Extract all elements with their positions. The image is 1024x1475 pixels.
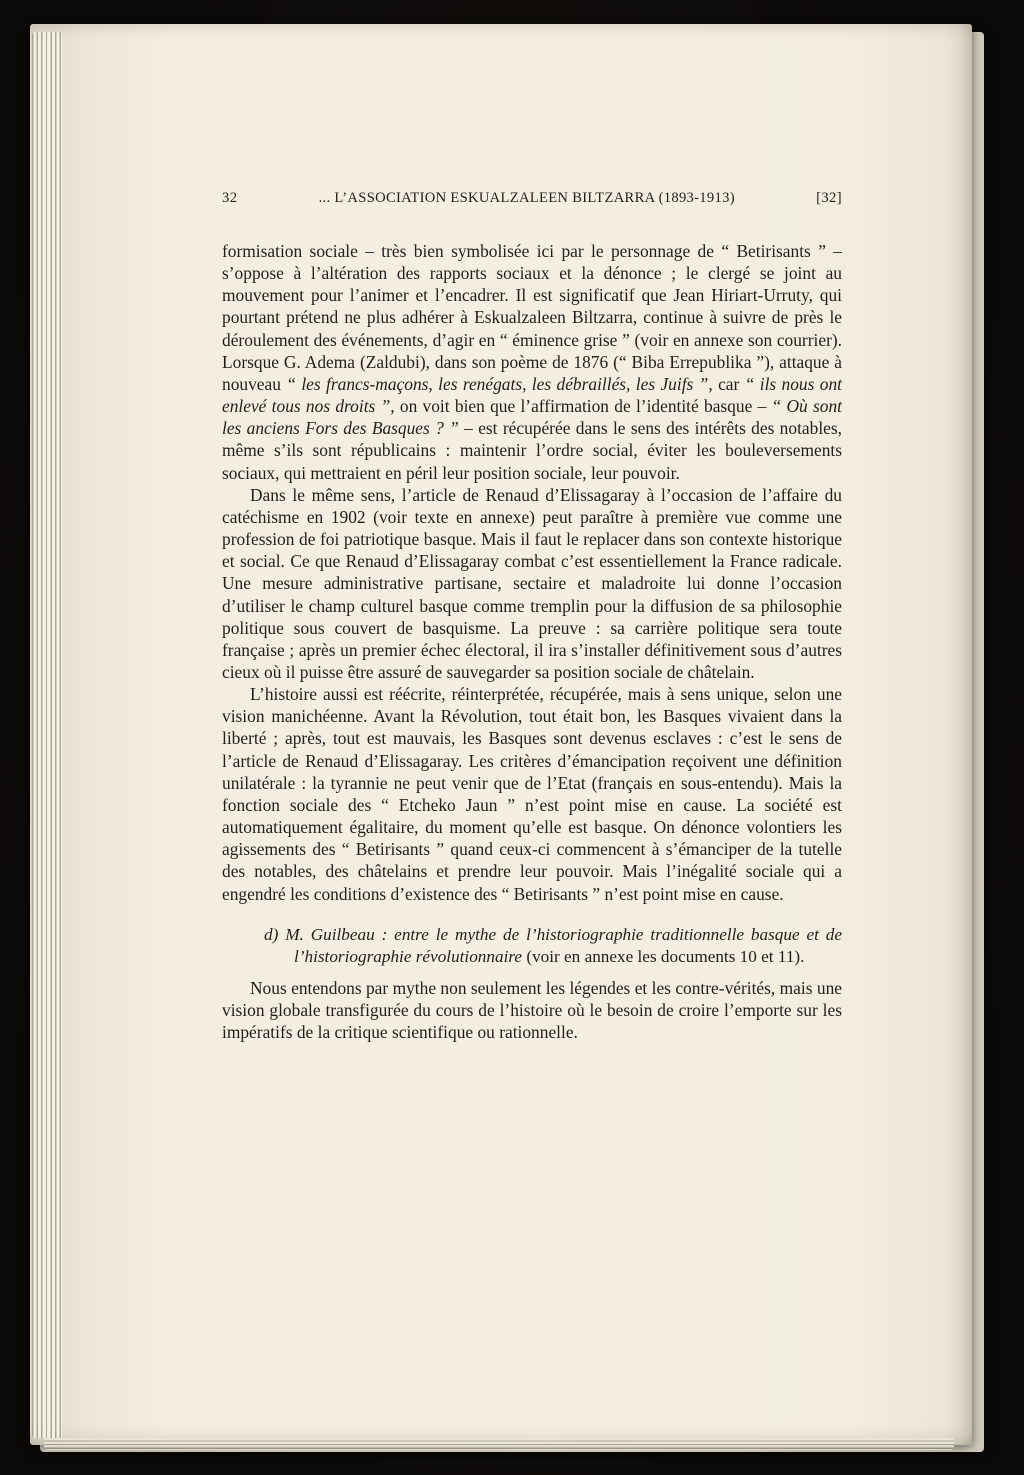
- section-heading: [264, 924, 842, 968]
- text-segment: L’histoire aussi est réécrite, réinterprétée, récupérée, mais à sens unique, selon une vision manichéenne. Avant la Révolution, tout était bon, les Basques vivaient dans la liberté ; après, tout est mauvais, les Basques sont devenus esclaves : c’est le sens de l’article de Renaud d’Elissagaray. Les critères d’émancipation reçoivent une définition unilatérale : la tyrannie ne peut venir que de l’Etat (français en sous-entendu). Mais la fonction sociale des “ Etcheko Jaun ” n’est point mise en cause. La société est automatiquement égalitaire, du moment qu’elle est basque. On dénonce volontiers les agissements des “ Betirisants ” quand ceux-ci commencent à s’émanciper de la tutelle des notables, des châtelains et prendre leur pouvoir. Mais l’inégalité sociale qui a engendré les conditions d’existence des “ Betirisants ” n’est point mise en cause.: [222, 684, 842, 904]
- header-bracket-number: [32]: [816, 190, 842, 206]
- page-edge-stack-bottom: [44, 1438, 954, 1450]
- paragraph: [222, 683, 842, 905]
- paragraph: [222, 484, 842, 683]
- paragraph-continuation: [222, 240, 842, 484]
- body-paragraphs: [222, 240, 842, 1043]
- header-running-title: ... L’ASSOCIATION ESKUALZALEEN BILTZARRA (1893-1913): [318, 190, 735, 206]
- italic-text-segment: “ ils nous ont enlevé tous nos droits ”,: [222, 373, 842, 417]
- header-page-number: 32: [222, 190, 238, 206]
- text-segment: – est récupérée dans le sens des intérêts des notables, même s’ils sont républicains : maintenir l’ordre social, éviter les bouleversements sociaux, qui mettraient en péril leur position sociale, leur pouvoir.: [222, 418, 842, 483]
- paragraph: [222, 977, 842, 1043]
- text-segment: formisation sociale – très bien symbolisée ici par le personnage de “ Betirisants ” – s’oppose à l’altération des rapports sociaux et la dénonce ; le clergé se joint au mouvement pour l’animer et l’encadrer. Il est significatif que Jean Hiriart-Urruty, qui pourtant prétend ne plus adhérer à Eskualzaleen Biltzarra, continue à suivre de près le déroulement des événements, d’agir en “ éminence grise ” (voir en annexe son courrier). Lorsque G. Adema (Zaldubi), dans son poème de 1876 (“ Biba Errepublika ”), attaque à nouveau: [222, 241, 842, 394]
- italic-text-segment: “ les francs-maçons, les renégats, les débraillés, les Juifs ”,: [286, 373, 713, 394]
- italic-text-segment: d) M. Guilbeau : entre le mythe de l’historiographie traditionnelle basque et de l’historiographie révolutionnaire: [264, 924, 842, 966]
- italic-text-segment: “ Où sont les anciens Fors des Basques ? ”: [222, 396, 842, 439]
- printed-text-block: [222, 190, 842, 1043]
- text-segment: on voit bien que l’affirmation de l’identité basque –: [394, 396, 772, 417]
- running-header: [222, 190, 842, 207]
- text-segment: (voir en annexe les documents 10 et 11).: [526, 946, 805, 966]
- text-segment: Nous entendons par mythe non seulement les légendes et les contre-vérités, mais une vision globale transfigurée du cours de l’histoire où le besoin de croire l’emporte sur les impératifs de la critique scientifique ou rationnelle.: [222, 978, 842, 1043]
- text-segment: car: [712, 373, 745, 394]
- text-segment: Dans le même sens, l’article de Renaud d’Elissagaray à l’occasion de l’affaire du catéchisme en 1902 (voir texte en annexe) peut paraître à première vue comme une profession de foi patriotique basque. Mais il faut le replacer dans son contexte historique et social. Ce que Renaud d’Elissagaray combat c’est essentiellement la France radicale. Une mesure administrative partisane, sectaire et maladroite lui donne l’occasion d’utiliser le champ culturel basque comme tremplin pour la diffusion de sa philosophie politique sous couvert de basquisme. La preuve : sa carrière politique sera toute française ; après un premier échec électoral, il ira s’installer définitivement sous d’autres cieux où il puisse être assuré de sauvegarder sa position sociale de châtelain.: [222, 484, 842, 682]
- page-edge-stack-left: [32, 32, 62, 1438]
